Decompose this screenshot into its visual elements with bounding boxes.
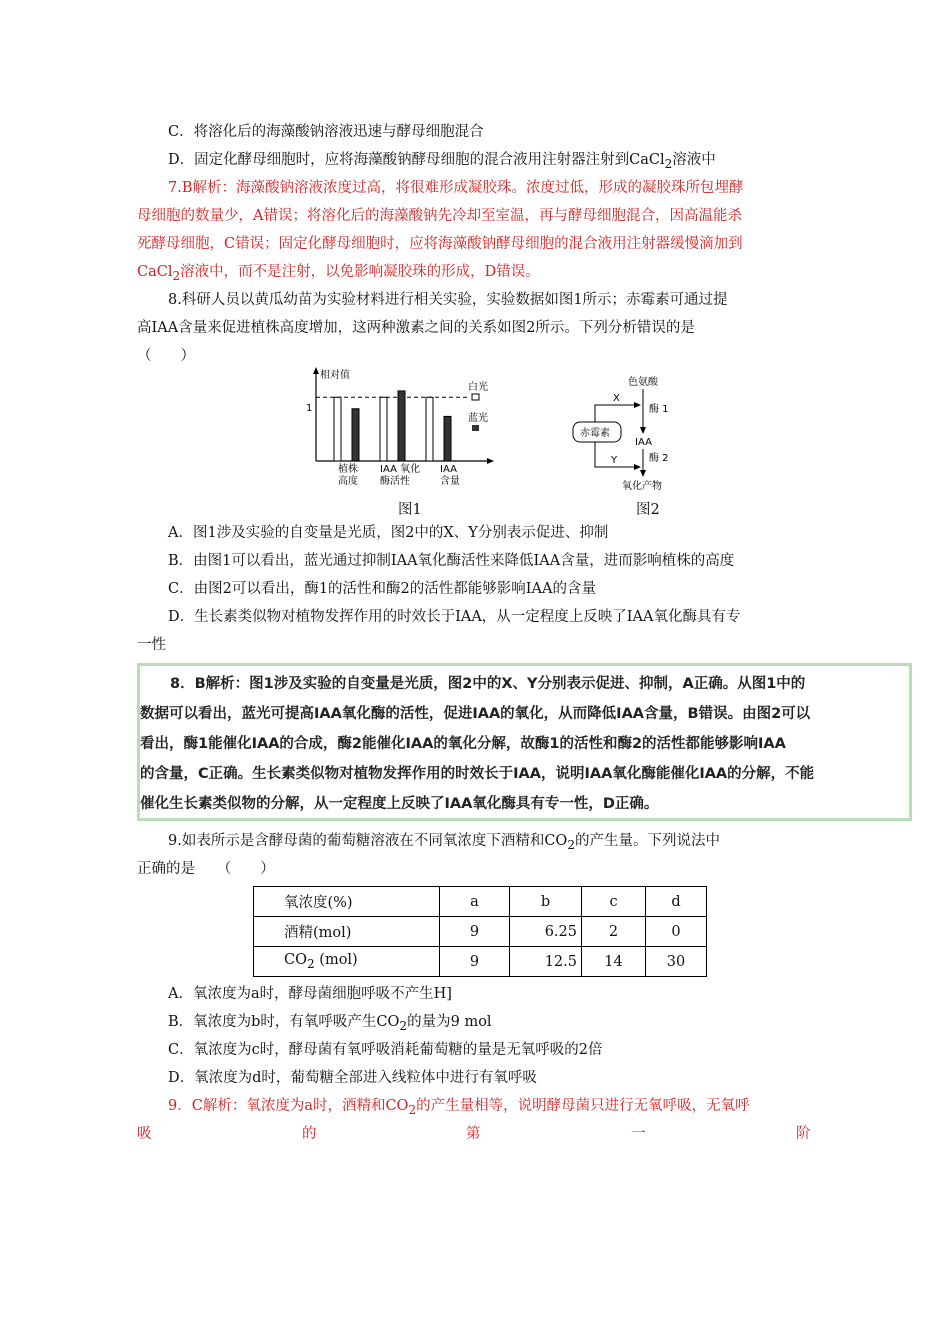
q8-line-2: 高IAA含量来促进植株高度增加，这两种激素之间的关系如图2所示。下列分析错误的是 [137, 320, 695, 336]
q9-line-1-post: 的产生量。下列说法中 [575, 833, 721, 849]
y-tick-label: 1 [306, 403, 313, 414]
category-label: 酶活性 [380, 476, 410, 487]
q6-option-d-tail: 溶液中 [672, 152, 716, 168]
legend-blue-label: 蓝光 [468, 413, 488, 424]
q9-option-b-pre: B．氧浓度为b时，有氧呼吸产生CO [168, 1014, 400, 1030]
subscript: 2 [408, 1102, 417, 1117]
q9-option-b [168, 1012, 492, 1036]
a9-line-1-post: 的产生量相等，说明酵母菌只进行无氧呼吸，无氧呼 [416, 1098, 750, 1114]
iaa-label: IAA [635, 437, 652, 448]
y-axis-label: 相对值 [320, 370, 350, 381]
q8-option-c: C．由图2可以看出，酶1的活性和酶2的活性都能够影响IAA的含量 [168, 581, 596, 597]
figure-2-caption: 图2 [636, 502, 660, 518]
q9-option-d: D．氧浓度为d时，葡萄糖全部进入线粒体中进行有氧呼吸 [168, 1070, 537, 1086]
table-cell: 0 [646, 917, 707, 947]
tryptophan-label: 色氨酸 [628, 377, 658, 388]
subscript: 2 [664, 156, 673, 171]
category-label: IAA [440, 464, 457, 475]
a7-line-1: 7.B解析：海藻酸钠溶液浓度过高，将很难形成凝胶珠。浓度过低，形成的凝胶珠所包埋酵 [168, 180, 744, 196]
q9-option-a: A．氧浓度为a时，酵母菌细胞呼吸不产生H] [168, 986, 452, 1002]
category-label: 高度 [338, 476, 358, 487]
a8-line-3: 看出，酶1能催化IAA的合成，酶2能催化IAA的氧化分解，故酶1的活性和酶2的活性都能够影响IAA [140, 736, 786, 752]
category-label: 含量 [440, 476, 460, 487]
a8-line-4: 的含量，C正确。生长素类似物对植物发挥作用的时效长于IAA，说明IAA氧化酶能催化IAA的分解，不能 [140, 766, 815, 782]
table-row [254, 887, 707, 917]
table-cell: b [510, 887, 582, 917]
table-row [254, 947, 707, 977]
enzyme-2-label: 酶 2 [649, 453, 669, 464]
q9-line-1 [168, 831, 720, 855]
table-cell [254, 947, 440, 977]
gibberellin-label: 赤霉素 [580, 428, 610, 439]
table-cell: 12.5 [510, 947, 582, 977]
table-cell: 2 [582, 917, 646, 947]
subscript: 2 [306, 956, 315, 971]
table-cell: 氧浓度(%) [254, 887, 440, 917]
a7-line-2: 母细胞的数量少，A错误；将溶化后的海藻酸钠先冷却至室温，再与酵母细胞混合，因高温能杀 [137, 208, 742, 224]
bar-white-3 [426, 397, 433, 461]
category-label: 植株 [338, 464, 358, 475]
figure-2-diagram [565, 372, 715, 497]
y-axis-arrow [313, 367, 319, 374]
arrow-head [640, 470, 646, 477]
a9-word-3: 第 [466, 1126, 481, 1142]
q8-option-b: B．由图1可以看出，蓝光通过抑制IAA氧化酶活性来降低IAA含量，进而影响植株的高度 [168, 553, 735, 569]
q8-option-a: A．图1涉及实验的自变量是光质，图2中的X、Y分别表示促进、抑制 [168, 525, 609, 541]
y-label: Y [611, 455, 618, 466]
q9-option-b-post: 的量为9 mol [407, 1014, 492, 1030]
table-cell: a [440, 887, 510, 917]
table-cell: c [582, 887, 646, 917]
subscript: 2 [399, 1018, 408, 1033]
legend-white-label: 白光 [468, 382, 488, 393]
bar-blue-1 [352, 409, 359, 461]
arrow-head [634, 402, 641, 408]
legend-blue-swatch [472, 425, 479, 431]
enzyme-1-label: 酶 1 [649, 404, 669, 415]
oxidation-product-label: 氧化产物 [622, 481, 662, 492]
bar-blue-2 [398, 391, 405, 461]
table-cell: 30 [646, 947, 707, 977]
q6-option-c: C．将溶化后的海藻酸钠溶液迅速与酵母细胞混合 [168, 124, 484, 140]
figure-1-bar-chart [300, 365, 510, 495]
bar-white-1 [334, 397, 341, 461]
legend-white-swatch [472, 394, 479, 400]
answer-8-box [137, 663, 912, 821]
table-cell: d [646, 887, 707, 917]
table-cell: 9 [440, 917, 510, 947]
subscript: 2 [567, 837, 576, 852]
oxygen-table [253, 886, 707, 977]
a9-word-4: 一 [631, 1126, 646, 1142]
a8-line-1: 8．B解析：图1涉及实验的自变量是光质，图2中的X、Y分别表示促进、抑制，A正确。从图1中的 [170, 676, 806, 692]
arrow-head [634, 464, 641, 470]
a7-line-4 [137, 262, 540, 286]
category-label: IAA 氧化 [380, 464, 421, 475]
q6-option-d-text: D．固定化酵母细胞时，应将海藻酸钠酵母细胞的混合液用注射器注射到CaCl [168, 152, 665, 168]
table-cell: 酒精(mol) [254, 917, 440, 947]
a8-line-2: 数据可以看出，蓝光可提高IAA氧化酶的活性，促进IAA的氧化，从而降低IAA含量，B错误。由图2可以 [140, 706, 811, 722]
table-cell: 9 [440, 947, 510, 977]
subscript: 2 [172, 268, 181, 283]
q9-option-c: C．氧浓度为c时，酵母菌有氧呼吸消耗葡萄糖的量是无氧呼吸的2倍 [168, 1042, 603, 1058]
a7-line-4-pre: CaCl [137, 264, 173, 280]
q9-line-2: 正确的是 （ ） [137, 861, 275, 877]
a7-line-3: 死酵母细胞，C错误；固定化酵母细胞时，应将海藻酸钠酵母细胞的混合液用注射器缓慢滴加到 [137, 236, 743, 252]
q8-line-3: （ ） [137, 348, 195, 364]
q8-option-d: D．生长素类似物对植物发挥作用的时效长于IAA，从一定程度上反映了IAA氧化酶具有专 [168, 609, 741, 625]
bar-white-2 [380, 397, 387, 461]
table-cell: 14 [582, 947, 646, 977]
x-path [595, 405, 637, 422]
arrow-head [640, 427, 646, 434]
a9-word-1: 吸 [137, 1126, 152, 1142]
a8-line-5: 催化生长素类似物的分解，从一定程度上反映了IAA氧化酶具有专一性，D正确。 [140, 796, 659, 812]
x-axis-arrow [487, 458, 494, 464]
q8-option-d-cont: 一性 [137, 637, 166, 653]
co2-unit: (mol) [314, 952, 358, 969]
bar-blue-3 [444, 416, 451, 461]
a9-word-2: 的 [302, 1126, 317, 1142]
a9-line-1 [168, 1096, 750, 1120]
table-row [254, 917, 707, 947]
a9-line-1-pre: 9．C解析：氧浓度为a时，酒精和CO [168, 1098, 409, 1114]
q6-option-d [168, 150, 716, 174]
table-cell: 6.25 [510, 917, 582, 947]
figure-1-caption: 图1 [398, 502, 422, 518]
x-label: X [613, 393, 620, 404]
q8-line-1: 8.科研人员以黄瓜幼苗为实验材料进行相关实验，实验数据如图1所示；赤霉素可通过提 [168, 292, 728, 308]
q9-line-1-pre: 9.如表所示是含酵母菌的葡萄糖溶液在不同氧浓度下酒精和CO [168, 833, 568, 849]
a9-word-5: 阶 [796, 1126, 811, 1142]
co2-label: CO [284, 952, 307, 969]
a7-line-4-post: 溶液中，而不是注射，以免影响凝胶珠的形成，D错误。 [180, 264, 540, 280]
